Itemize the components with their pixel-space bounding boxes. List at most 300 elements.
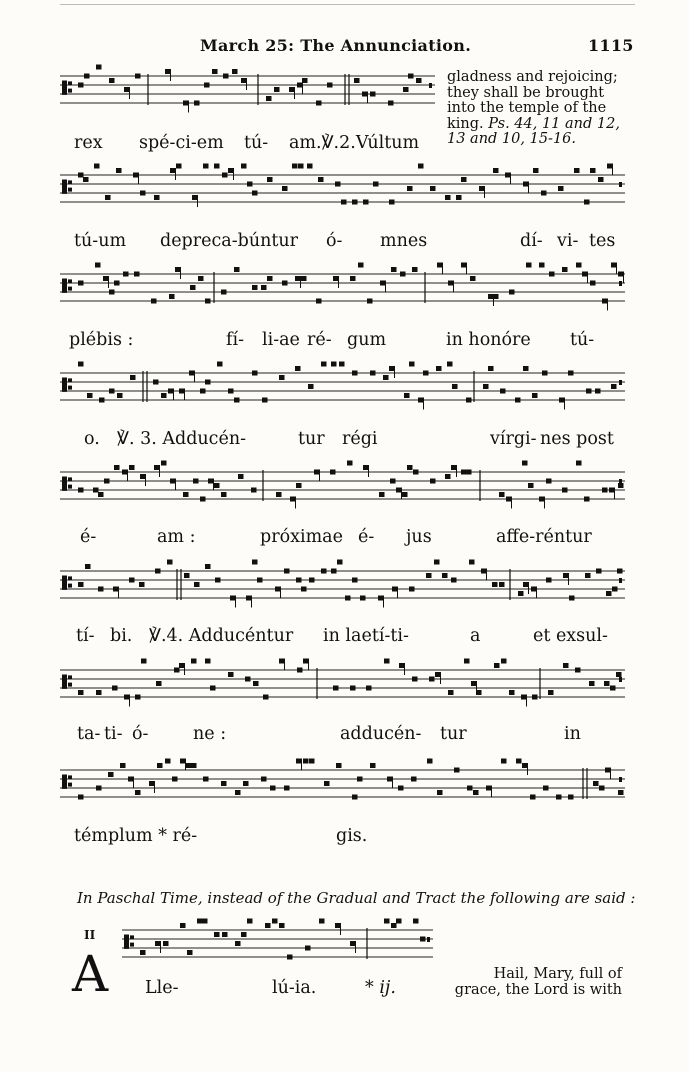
neume [610,686,616,691]
neume [586,389,592,394]
neume [114,281,120,286]
lyric-syllable: ti- [104,724,123,744]
neume [612,587,618,592]
neume [161,461,167,466]
neume [352,795,358,800]
neume [183,101,189,106]
neume [448,281,454,286]
neume [78,582,84,587]
neume [501,759,507,764]
neume [241,164,247,169]
custos [619,777,622,782]
neume [413,470,419,475]
neume [184,573,190,578]
neume [191,763,197,768]
neume [505,173,511,178]
neume [488,366,494,371]
neume [523,582,529,587]
clef-mark [62,576,67,590]
neume [416,78,422,83]
neume [155,941,161,946]
lyric-syllable: tes [589,231,616,251]
neume [274,87,280,92]
clef-mark [62,775,67,789]
lyric-syllable: ó- [132,724,149,744]
neume [129,578,135,583]
neume [486,786,492,791]
neume [352,371,358,376]
neume [350,941,356,946]
neume [593,781,599,786]
neume [153,380,159,385]
neume [287,955,293,960]
neume [187,950,193,955]
neume [528,483,534,488]
neume [284,569,290,574]
lyric-syllable: dí- [520,231,543,251]
neume [208,479,214,484]
neume [292,164,298,169]
neume [543,786,549,791]
neume [234,398,240,403]
neume [109,78,115,83]
neume [523,182,529,187]
neume [546,578,552,583]
neume [454,768,460,773]
custos [619,578,622,583]
neume [476,690,482,695]
lyric-syllable: vi- [557,231,579,251]
lyric-syllable: próximae [260,527,343,547]
neume [366,686,372,691]
neume [222,932,228,937]
neume [295,276,301,281]
neume [531,587,537,592]
neume [223,74,229,79]
neume [350,686,356,691]
neume [596,569,602,574]
neume [493,168,499,173]
neume [575,668,581,673]
neume [235,790,241,795]
neume [203,777,209,782]
neume [122,470,128,475]
neume [539,263,545,268]
clef-mark [68,188,72,192]
neume [408,74,414,79]
neume [245,677,251,682]
neume [133,173,139,178]
neume [202,919,208,924]
neume [469,560,475,565]
page-number: 1115 [588,36,634,55]
neume [284,786,290,791]
neume [124,87,130,92]
neume [331,569,337,574]
neume [584,497,590,502]
neume [266,96,272,101]
neume [530,795,536,800]
neume [412,267,418,272]
lyric-syllable: li-ae [262,330,300,350]
neume [289,87,295,92]
neume [149,781,155,786]
neume [618,272,624,277]
neume [479,186,485,191]
neume [605,768,611,773]
neume [367,299,373,304]
neume [604,681,610,686]
neume [363,465,369,470]
neume [163,941,169,946]
clef-mark [68,477,72,481]
neume [568,371,574,376]
neume [169,294,175,299]
neume [407,186,413,191]
neume [413,919,419,924]
neume [430,186,436,191]
lyric-syllable: affe-réntur [496,527,592,547]
neume [404,393,410,398]
neume [156,681,162,686]
lyric-syllable: * ij. [365,978,396,998]
neume [191,659,197,664]
lyric-syllable: depreca-búntur [160,231,299,251]
neume [217,362,223,367]
neume [466,398,472,403]
neume [576,461,582,466]
neume [354,78,360,83]
neume [568,795,574,800]
translation-text [447,70,627,148]
neume [78,488,84,493]
clef-mark [68,386,72,390]
neume [78,281,84,286]
neume [252,191,258,196]
neume [180,923,186,928]
neume [391,267,397,272]
neume [179,663,185,668]
custos [619,182,622,187]
lyric-syllable: tí- [76,626,95,646]
clef-mark [130,943,134,947]
neume [333,276,339,281]
neume [418,398,424,403]
lyric-syllable: bi. [110,626,133,646]
neume [599,786,605,791]
neume [205,299,211,304]
neume [362,92,368,97]
neume [230,596,236,601]
neume [611,384,617,389]
clef-mark [62,279,67,293]
neume [335,923,341,928]
neume [95,263,101,268]
neume [409,362,415,367]
clef-mark [68,485,72,489]
neume [113,587,119,592]
neume [316,299,322,304]
lyric-syllable: adducén- [340,724,422,744]
neume [388,101,394,106]
neume [483,384,489,389]
neume [316,101,322,106]
clef-mark [68,81,72,85]
lyric-syllable: ne : [193,724,227,744]
neume [93,488,99,493]
neume [515,398,521,403]
neume [429,677,435,682]
clef-mark [62,81,67,95]
neume [78,690,84,695]
neume [331,362,337,367]
custos [427,937,430,942]
neume [358,263,364,268]
neume [562,267,568,272]
translation-line: into the temple of the [447,100,607,116]
lyric-syllable: gum [347,330,387,350]
neume [194,101,200,106]
neume [618,790,624,795]
neume [466,470,472,475]
neume [445,474,451,479]
lyric-syllable: ta- [77,724,101,744]
neume [590,281,596,286]
lyric-syllable: tur [298,429,325,449]
lyric-syllable: a [470,626,481,646]
mode-number: II [84,928,96,942]
neume [452,384,458,389]
neume [247,919,253,924]
lyric-syllable: tú-um [74,231,127,251]
neume [140,191,146,196]
neume [521,695,527,700]
lyric-syllable: é- [80,527,97,547]
lyric-syllable: ℣. 3. Adducén- [117,429,247,449]
neume [99,398,105,403]
neume [270,786,276,791]
lyric-syllable: spé-ci-em [139,133,224,153]
neume [602,299,608,304]
neume [179,389,185,394]
neume [168,389,174,394]
custos [619,677,622,682]
neume [392,587,398,592]
neume [307,164,313,169]
neume [347,461,353,466]
translation-line: grace, the Lord is with [454,982,622,998]
neume [548,690,554,695]
scripture-reference: Ps. 44, 11 and 12, [488,115,620,132]
neume [297,668,303,673]
clef-mark [124,935,129,949]
neume [203,164,209,169]
neume [396,488,402,493]
neume [135,74,141,79]
neume [470,276,476,281]
neume [96,690,102,695]
scripture-reference: 13 and 10, 15-16. [447,131,577,147]
neume [617,569,623,574]
neume [352,200,358,205]
neume [437,790,443,795]
lyric-syllable: régi [342,429,378,449]
lyric-syllable: am.℣.2.Vúltum [289,133,420,153]
neume [357,777,363,782]
neume [279,923,285,928]
lyric-syllable: é- [358,527,375,547]
neume [363,200,369,205]
neume [123,272,129,277]
neume [445,195,451,200]
neume [602,488,608,493]
neume [165,759,171,764]
neume [78,795,84,800]
running-head: March 25: The Annunciation. [200,36,472,55]
lyric-syllable: o. [84,429,100,449]
neume [154,195,160,200]
neume [390,479,396,484]
neume [151,299,157,304]
clef-mark [68,378,72,382]
neume [140,950,146,955]
clef-mark [68,683,72,687]
neume [549,272,555,277]
neume [96,65,102,70]
lyric-syllable: gis. [336,826,368,846]
neume [333,686,339,691]
neume [473,790,479,795]
translation-line: they shall be brought [447,84,605,101]
neume [234,267,240,272]
neume [420,937,426,942]
neume [448,690,454,695]
neume [562,488,568,493]
neume [556,795,562,800]
neume [461,470,467,475]
neume [576,263,582,268]
neume [221,781,227,786]
neume [174,668,180,673]
neume [241,932,247,937]
neume [387,777,393,782]
clef-mark [68,783,72,787]
neume [267,177,273,182]
neume [380,281,386,286]
neume [290,497,296,502]
lyric-syllable: mnes [380,231,428,251]
neume [563,663,569,668]
custos [619,281,622,286]
neume [215,578,221,583]
neume [303,759,309,764]
neume [481,569,487,574]
neume [221,492,227,497]
neume [308,384,314,389]
neume [205,380,211,385]
neume [493,294,499,299]
neume [205,659,211,664]
neume [301,276,307,281]
neume [170,479,176,484]
neume [114,465,120,470]
neume [210,686,216,691]
lyric-syllable: nes post [540,429,614,449]
neume [109,290,115,295]
alleluia-translation [447,966,622,998]
neume [542,371,548,376]
neume [282,281,288,286]
neume [103,276,109,281]
lyric-syllable: lú-ia. [272,978,317,998]
neume [252,371,258,376]
neume [598,177,604,182]
neume [272,919,278,924]
neume [464,659,470,664]
neume [183,492,189,497]
neume [389,366,395,371]
neume [78,83,84,88]
neume [85,564,91,569]
lyric-syllable: Lle- [145,978,179,998]
neume [584,200,590,205]
neume [305,946,311,951]
lyric-syllable: jus [406,527,432,547]
neume [297,83,303,88]
neume [423,371,429,376]
neume [139,582,145,587]
neume [488,294,494,299]
clef-mark [68,775,72,779]
neume [516,759,522,764]
neume [436,366,442,371]
neume [296,578,302,583]
neume [467,786,473,791]
neume [135,790,141,795]
neume [198,276,204,281]
neume [238,474,244,479]
neume [252,285,258,290]
neume [589,681,595,686]
neume [84,74,90,79]
neume [337,560,343,565]
neume [426,573,432,578]
neume [252,560,258,565]
neume [228,168,234,173]
lyric-syllable: am : [157,527,196,547]
lyric-syllable: tú- [244,133,269,153]
neume [243,781,249,786]
neume [301,587,307,592]
clef-mark [68,89,72,93]
neume [200,497,206,502]
neume [402,492,408,497]
neume [222,173,228,178]
neume [212,69,218,74]
neume [532,393,538,398]
neume [350,276,356,281]
neume [418,164,424,169]
neume [590,168,596,173]
neume [391,923,397,928]
neume [200,389,206,394]
neume [370,763,376,768]
neume [303,659,309,664]
neume [141,659,147,664]
neume [167,560,173,565]
neume [267,276,273,281]
neume [412,677,418,682]
